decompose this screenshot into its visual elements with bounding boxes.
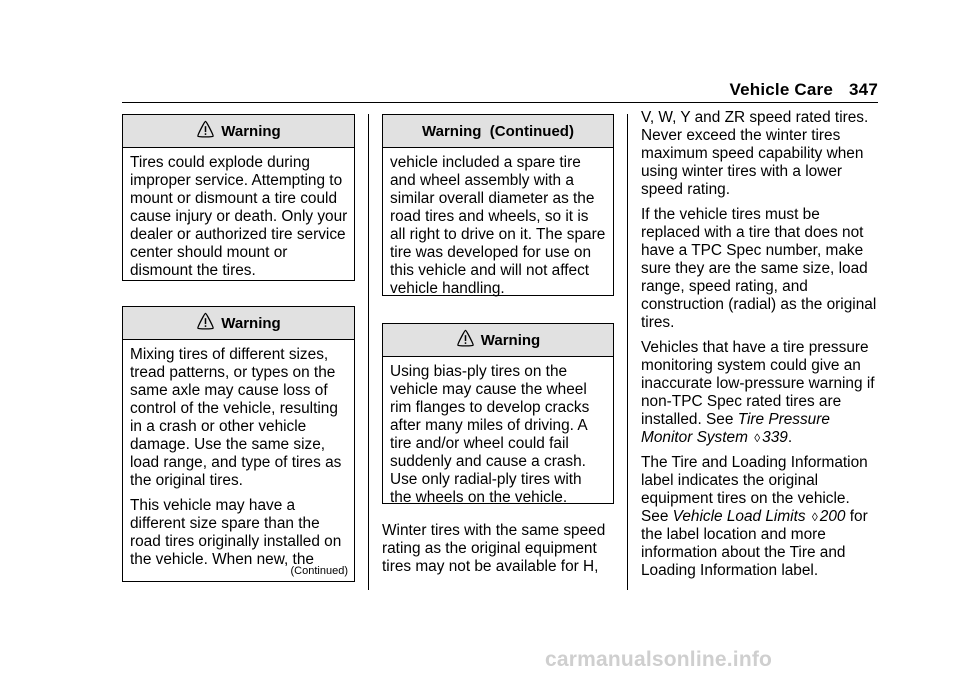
header-rule: [122, 102, 878, 103]
continued-label: (Continued): [290, 565, 348, 577]
page-reference-200[interactable]: 200: [819, 508, 846, 525]
warning-box-body: [123, 148, 354, 280]
watermark: carmanualsonline.info: [545, 648, 773, 671]
warning-box-mixing-tires: [122, 306, 355, 582]
paragraph-text: The Tire and Loading Information label indicates the original equipment tires on the vehicle. See: [641, 454, 868, 525]
warning-text: vehicle included a spare tire and wheel assembly with a similar overall diameter as the road tires and wheels, so it is all right to drive on it. The spare tire was developed for use on this vehicle and will not affect vehicle handling.: [390, 154, 606, 297]
warning-box-header: [123, 115, 354, 148]
warning-box-header: [123, 307, 354, 340]
warning-box-body: [383, 148, 613, 298]
warning-box-body: [383, 357, 613, 507]
page-reference-339[interactable]: 339: [762, 429, 788, 446]
warning-icon: [456, 329, 475, 348]
warning-title: Warning (Continued): [422, 122, 574, 140]
body-paragraph: [641, 454, 879, 580]
page-number: 347: [849, 80, 878, 99]
body-paragraph: If the vehicle tires must be replaced with a tire that does not have a TPC Spec number, make sure they are the same size, load range, speed rating, and construction (radial) as the original tires.: [641, 206, 877, 331]
paragraph-text: for the label location and more information about the Tire and Loading Information label.: [641, 508, 868, 579]
warning-text: Mixing tires of different sizes, tread patterns, or types on the same axle may cause loss of control of the vehicle, resulting in a crash or other vehicle damage. Use the same size, load range, and type of tires as the original tires.: [130, 346, 342, 489]
warning-text: Tires could explode during improper service. Attempting to mount or dismount a tire could cause injury or death. Only your dealer or authorized tire service center should mount or dismount the tires.: [130, 154, 348, 279]
body-text-winter-tires: [382, 522, 617, 583]
warning-icon: [196, 312, 215, 331]
vehicle-load-limits-link[interactable]: Vehicle Load Limits: [672, 508, 806, 525]
running-header: [700, 80, 878, 100]
cross-reference-icon: ◊: [754, 431, 761, 445]
warning-box-bias-ply: [382, 323, 614, 504]
paragraph-end: .: [787, 429, 793, 446]
paragraph-text: Vehicles that have a tire pressure monitoring system could give an inaccurate low-pressure warning if non-TPC Spec rated tires are installed. See: [641, 339, 875, 428]
warning-title: Warning: [221, 314, 281, 332]
warning-text: Using bias-ply tires on the vehicle may cause the wheel rim flanges to develop cracks after many miles of driving. A tire and/or wheel could fail suddenly and cause a crash. Use only radial-ply tires with the wheels on the vehicle.: [390, 363, 590, 506]
body-paragraph: [641, 339, 879, 447]
body-paragraph: Winter tires with the same speed rating as the original equipment tires may not be available for H,: [382, 522, 606, 575]
warning-box-tire-service: [122, 114, 355, 281]
cross-reference-icon: ◊: [811, 510, 818, 524]
warning-title: Warning: [221, 122, 281, 140]
warning-box-body: [123, 340, 354, 569]
section-title: Vehicle Care: [729, 80, 834, 99]
column-divider-1: [368, 114, 369, 590]
tire-pressure-monitor-link[interactable]: Tire Pressure Monitor System: [641, 411, 830, 446]
warning-icon: [196, 120, 215, 139]
warning-box-header: [383, 324, 613, 357]
warning-box-continued: [382, 114, 614, 296]
warning-text: This vehicle may have a different size spare than the road tires originally installed on the vehicle. When new, the: [130, 497, 342, 568]
body-paragraph: V, W, Y and ZR speed rated tires. Never exceed the winter tires maximum speed capability when using winter tires with a lower speed rating.: [641, 109, 869, 198]
warning-box-header: [383, 115, 613, 148]
column-divider-2: [627, 114, 628, 590]
warning-title: Warning: [480, 331, 541, 349]
column-3-text: [641, 109, 879, 587]
